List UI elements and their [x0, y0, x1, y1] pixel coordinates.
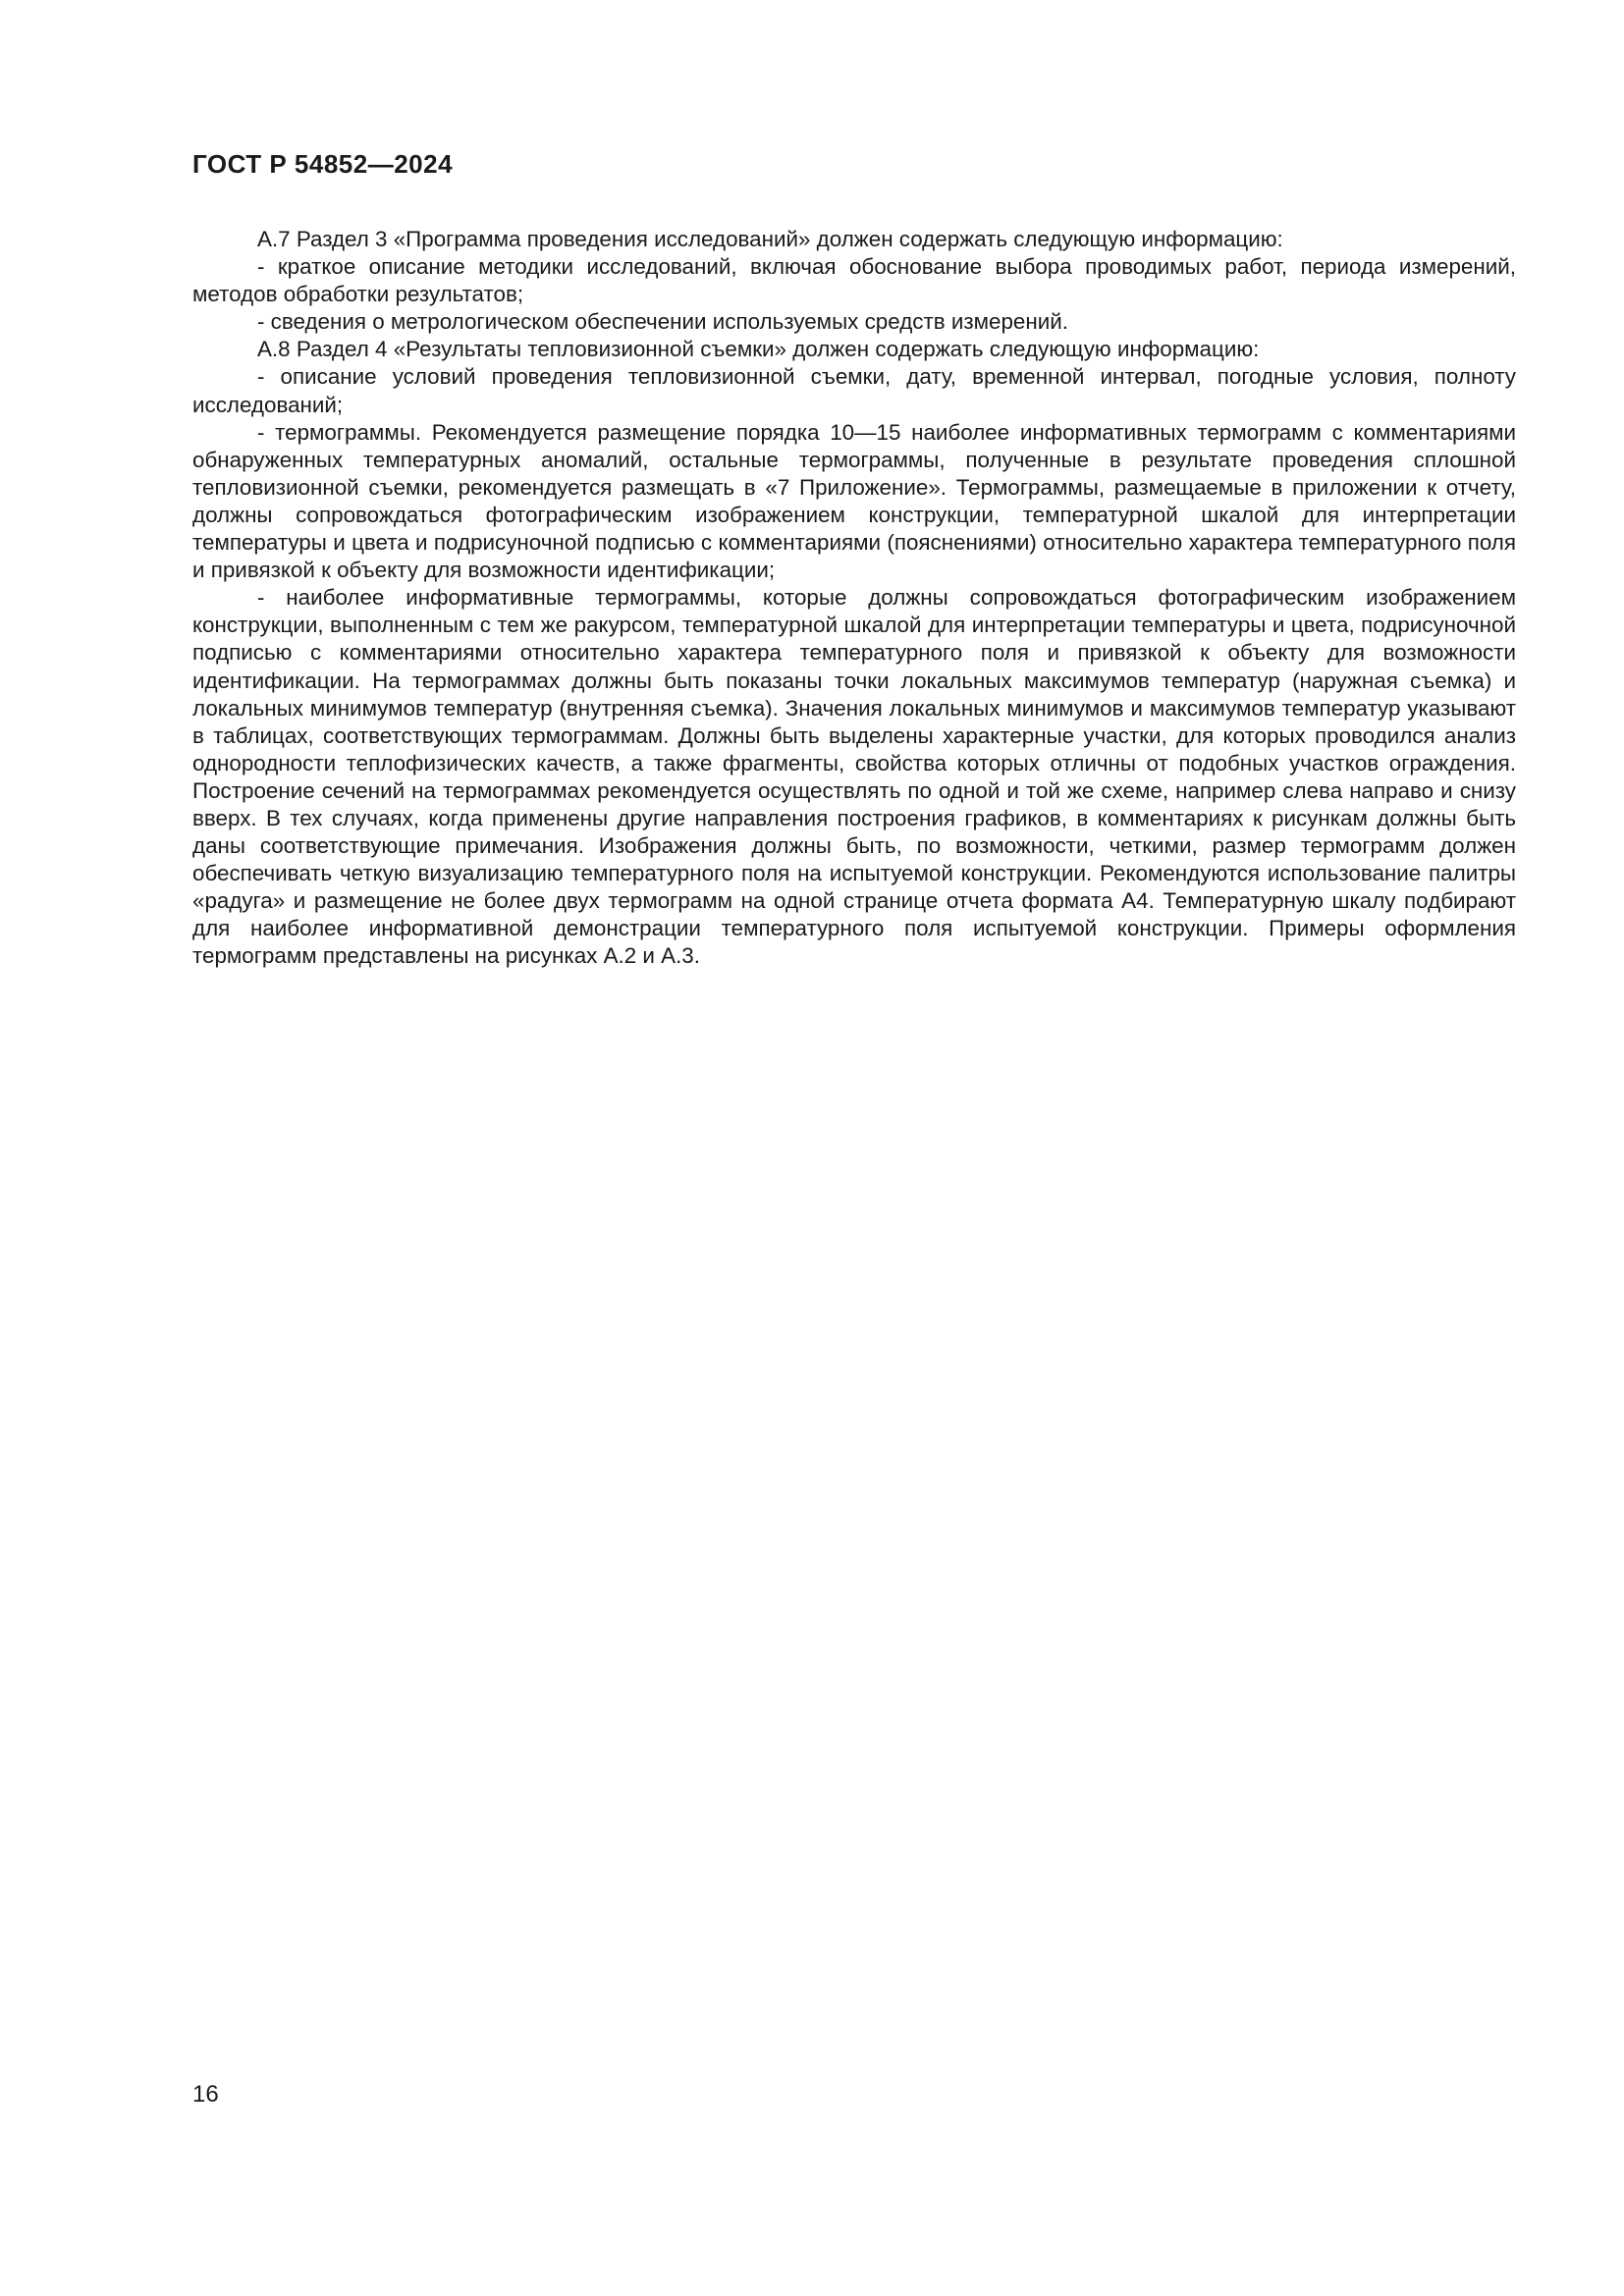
list-item-metrology: - сведения о метрологическом обеспечении используемых средств измерений. — [257, 309, 1068, 335]
paragraph-a8-intro: А.8 Раздел 4 «Результаты тепловизионной съемки» должен содержать следующую информацию: — [257, 337, 1260, 362]
paragraph-a7-intro: А.7 Раздел 3 «Программа проведения исследований» должен содержать следующую информацию: — [257, 227, 1283, 251]
list-item-methodology: - краткое описание методики исследований, включая обоснование выбора проводимых работ, периода измерений, методов обработки результатов; — [192, 254, 1516, 307]
document-body — [192, 226, 1516, 971]
document-code-header: ГОСТ Р 54852—2024 — [192, 149, 454, 179]
page-number: 16 — [192, 2081, 219, 2108]
list-item-informative-thermograms: - наиболее информативные термограммы, которые должны сопровождаться фотографическим изображением конструкции, выполненным с тем же ракурсом, температурной шкалой для интерпретации температуры и цвета, подрисуночной подписью с комментариями относительно характера температурного поля и привязкой к объекту для возможности идентификации. На термограммах должны быть показаны точки локальных максимумов температур (наружная съемка) и локальных минимумов температур (внутренняя съемка). Значения локальных минимумов и максимумов температур указывают в таблицах, соответствующих термограммам. Должны быть выделены характерные участки, для которых проводился анализ однородности теплофизических качеств, а также фрагменты, свойства которых отличны от подобных участков ограждения. Построение сечений на термограммах рекомендуется осуществлять по одной и той же схеме, например слева направо и снизу вверх. В тех случаях, когда применены другие направления построения графиков, в комментариях к рисункам должны быть даны соответствующие примечания. Изображения должны быть, по возможности, четкими, размер термограмм должен обеспечивать четкую визуализацию температурного поля на испытуемой конструкции. Рекомендуются использование палитры «радуга» и размещение не более двух термограмм на одной странице отчета формата А4. Температурную шкалу подбирают для наиболее информативной демонстрации температурного поля испытуемой конструкции. Примеры оформления термограмм представлены на рисунках А.2 и А.3. — [192, 585, 1516, 969]
list-item-survey-conditions: - описание условий проведения тепловизионной съемки, дату, временной интервал, погодные условия, полноту исследований; — [192, 364, 1516, 417]
list-item-thermograms: - термограммы. Рекомендуется размещение порядка 10—15 наиболее информативных термограмм с комментариями обнаруженных температурных аномалий, остальные термограммы, полученные в результате проведения сплошной тепловизионной съемки, рекомендуется размещать в «7 Приложение». Термограммы, размещаемые в приложении к отчету, должны сопровождаться фотографическим изображением конструкции, температурной шкалой для интерпретации температуры и цвета и подрисуночной подписью с комментариями (пояснениями) относительно характера температурного поля и привязкой к объекту для возможности идентификации; — [192, 419, 1516, 583]
